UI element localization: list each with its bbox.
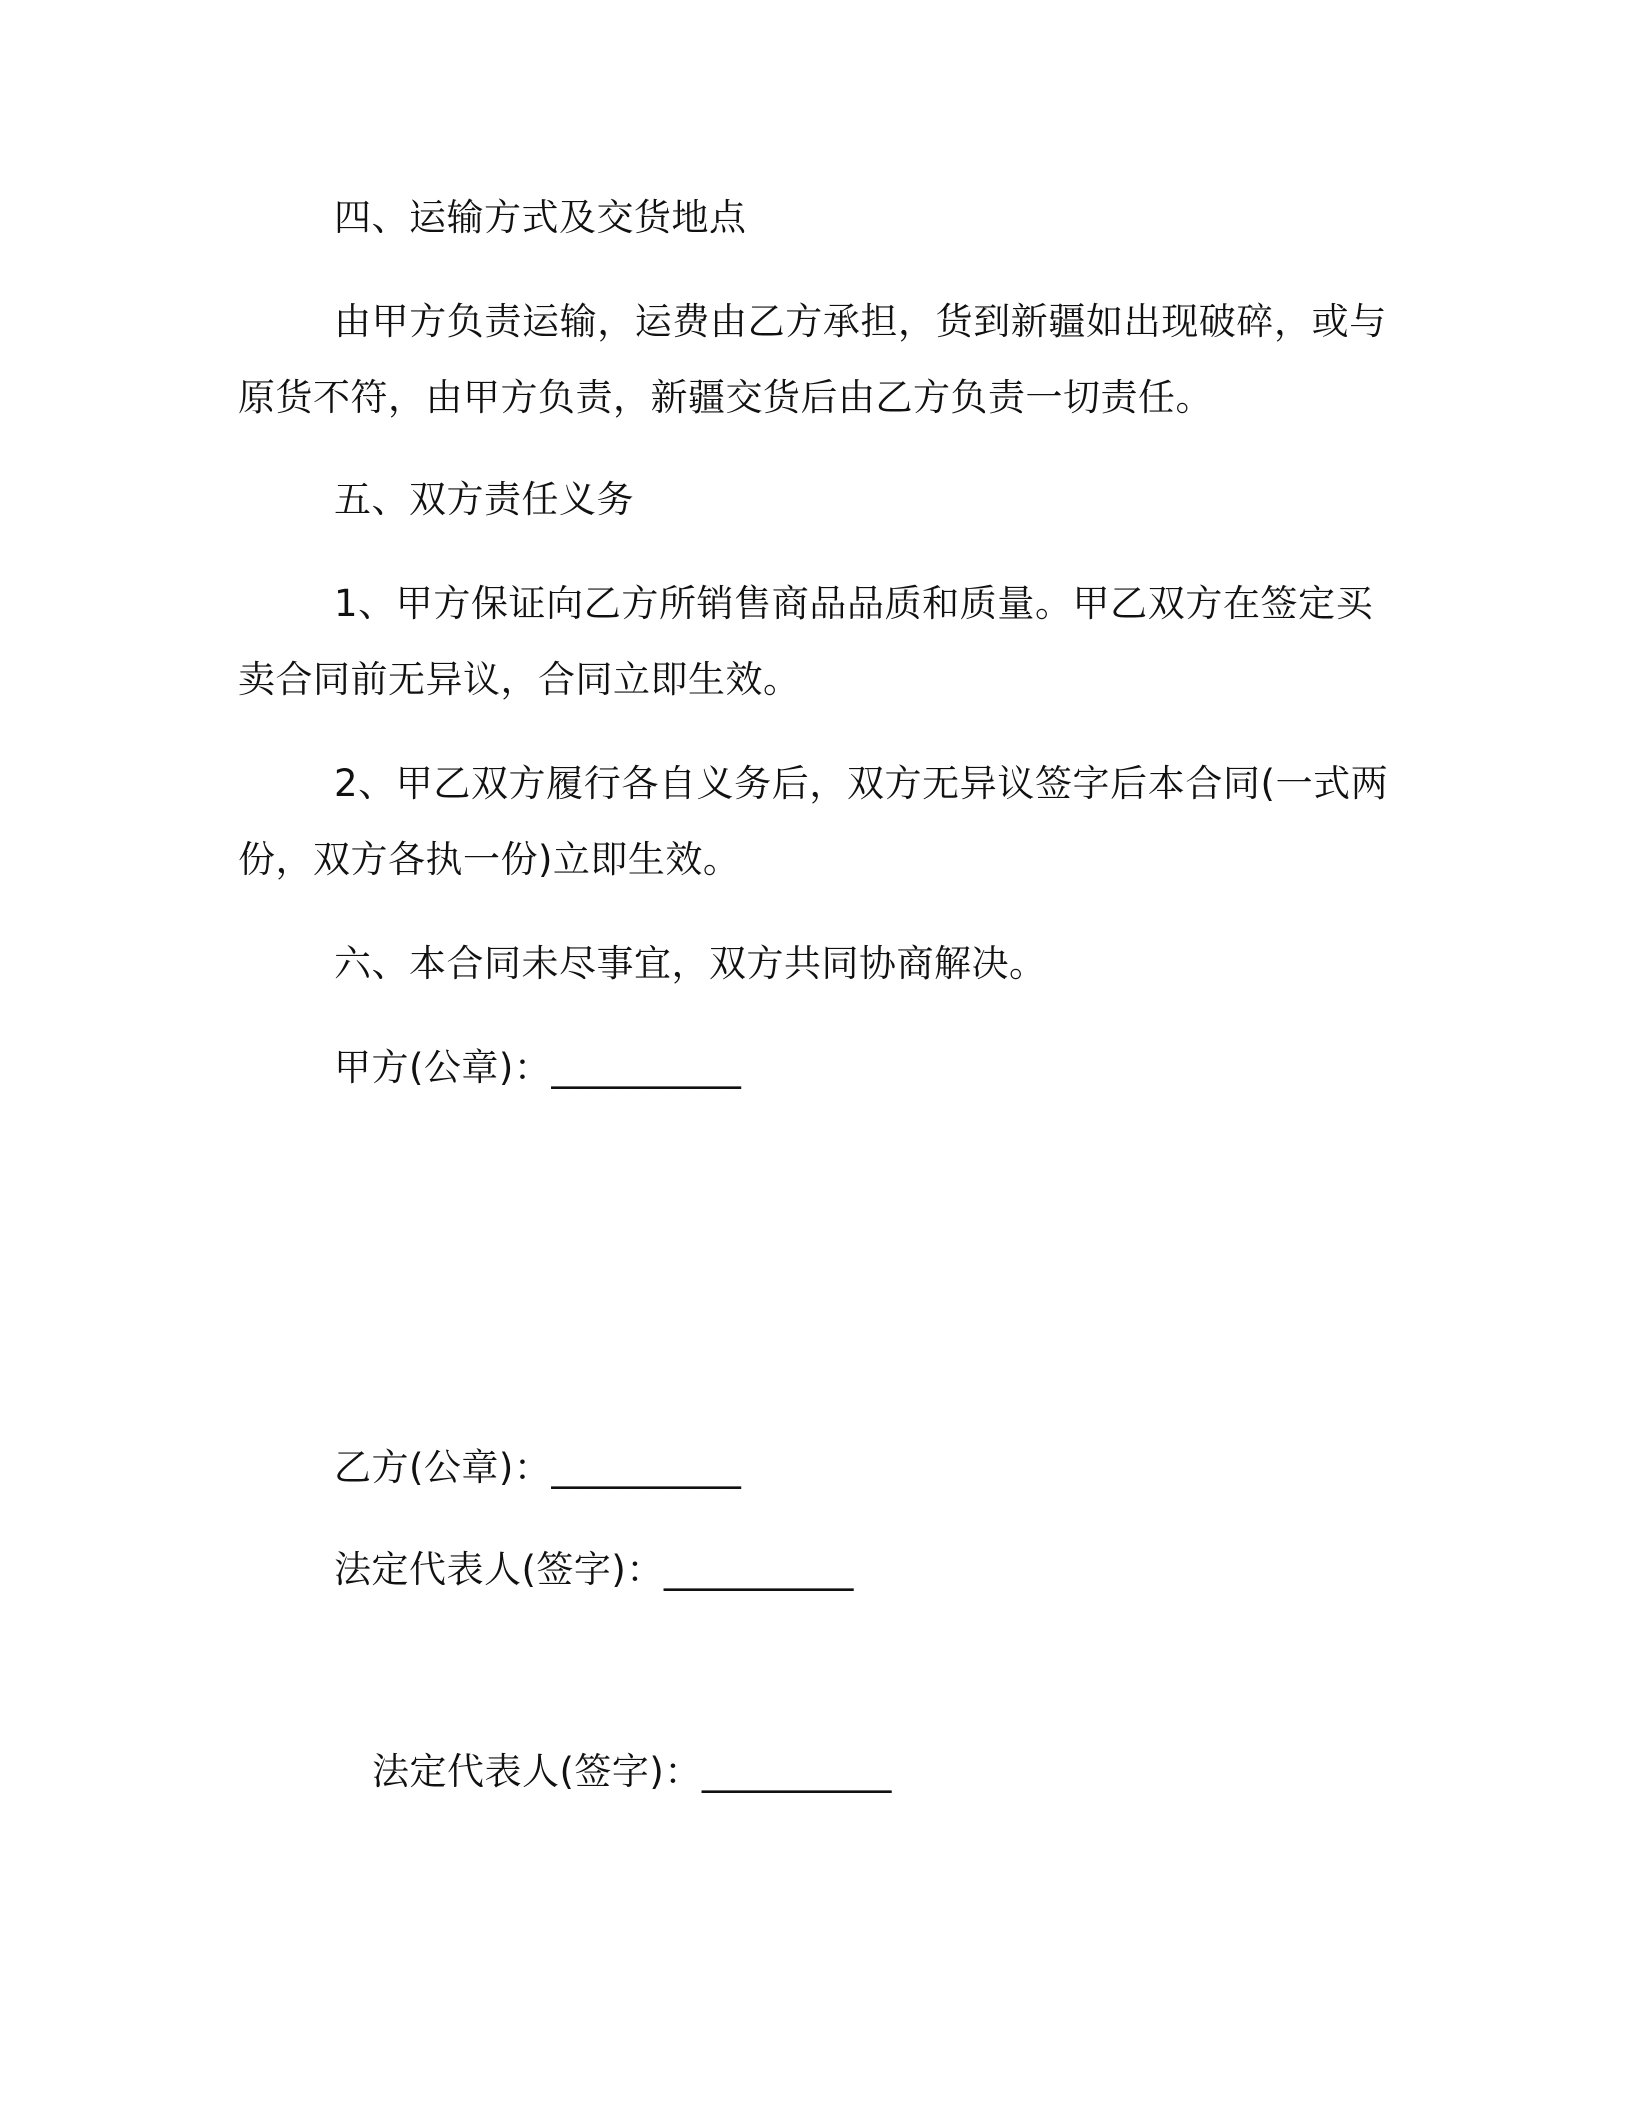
clause-2-line-1: 2、甲乙双方履行各自义务后，双方无异议签字后本合同(一式两 xyxy=(334,762,1389,805)
clause-1-line-1: 1、甲方保证向乙方所销售商品品质和质量。甲乙双方在签定买 xyxy=(334,582,1374,625)
section-4-text-line-2: 原货不符，由甲方负责，新疆交货后由乙方负责一切责任。 xyxy=(238,376,1213,419)
clause-1-line-2: 卖合同前无异议，合同立即生效。 xyxy=(238,658,801,701)
party-a-seal-line: 甲方(公章)：__________ xyxy=(334,1046,742,1089)
section-4-text-line-1: 由甲方负责运输，运费由乙方承担，货到新疆如出现破碎，或与 xyxy=(334,300,1387,343)
section-6-text: 六、本合同未尽事宜，双方共同协商解决。 xyxy=(334,942,1047,985)
party-b-seal-line: 乙方(公章)：__________ xyxy=(334,1446,742,1489)
section-5-heading: 五、双方责任义务 xyxy=(334,478,634,521)
clause-2-line-2: 份，双方各执一份)立即生效。 xyxy=(238,838,741,881)
section-4-heading: 四、运输方式及交货地点 xyxy=(334,196,747,239)
legal-representative-signature-line: 法定代表人(签字)：__________ xyxy=(334,1548,854,1591)
legal-representative-signature-line-2: 法定代表人(签字)：__________ xyxy=(372,1750,892,1793)
